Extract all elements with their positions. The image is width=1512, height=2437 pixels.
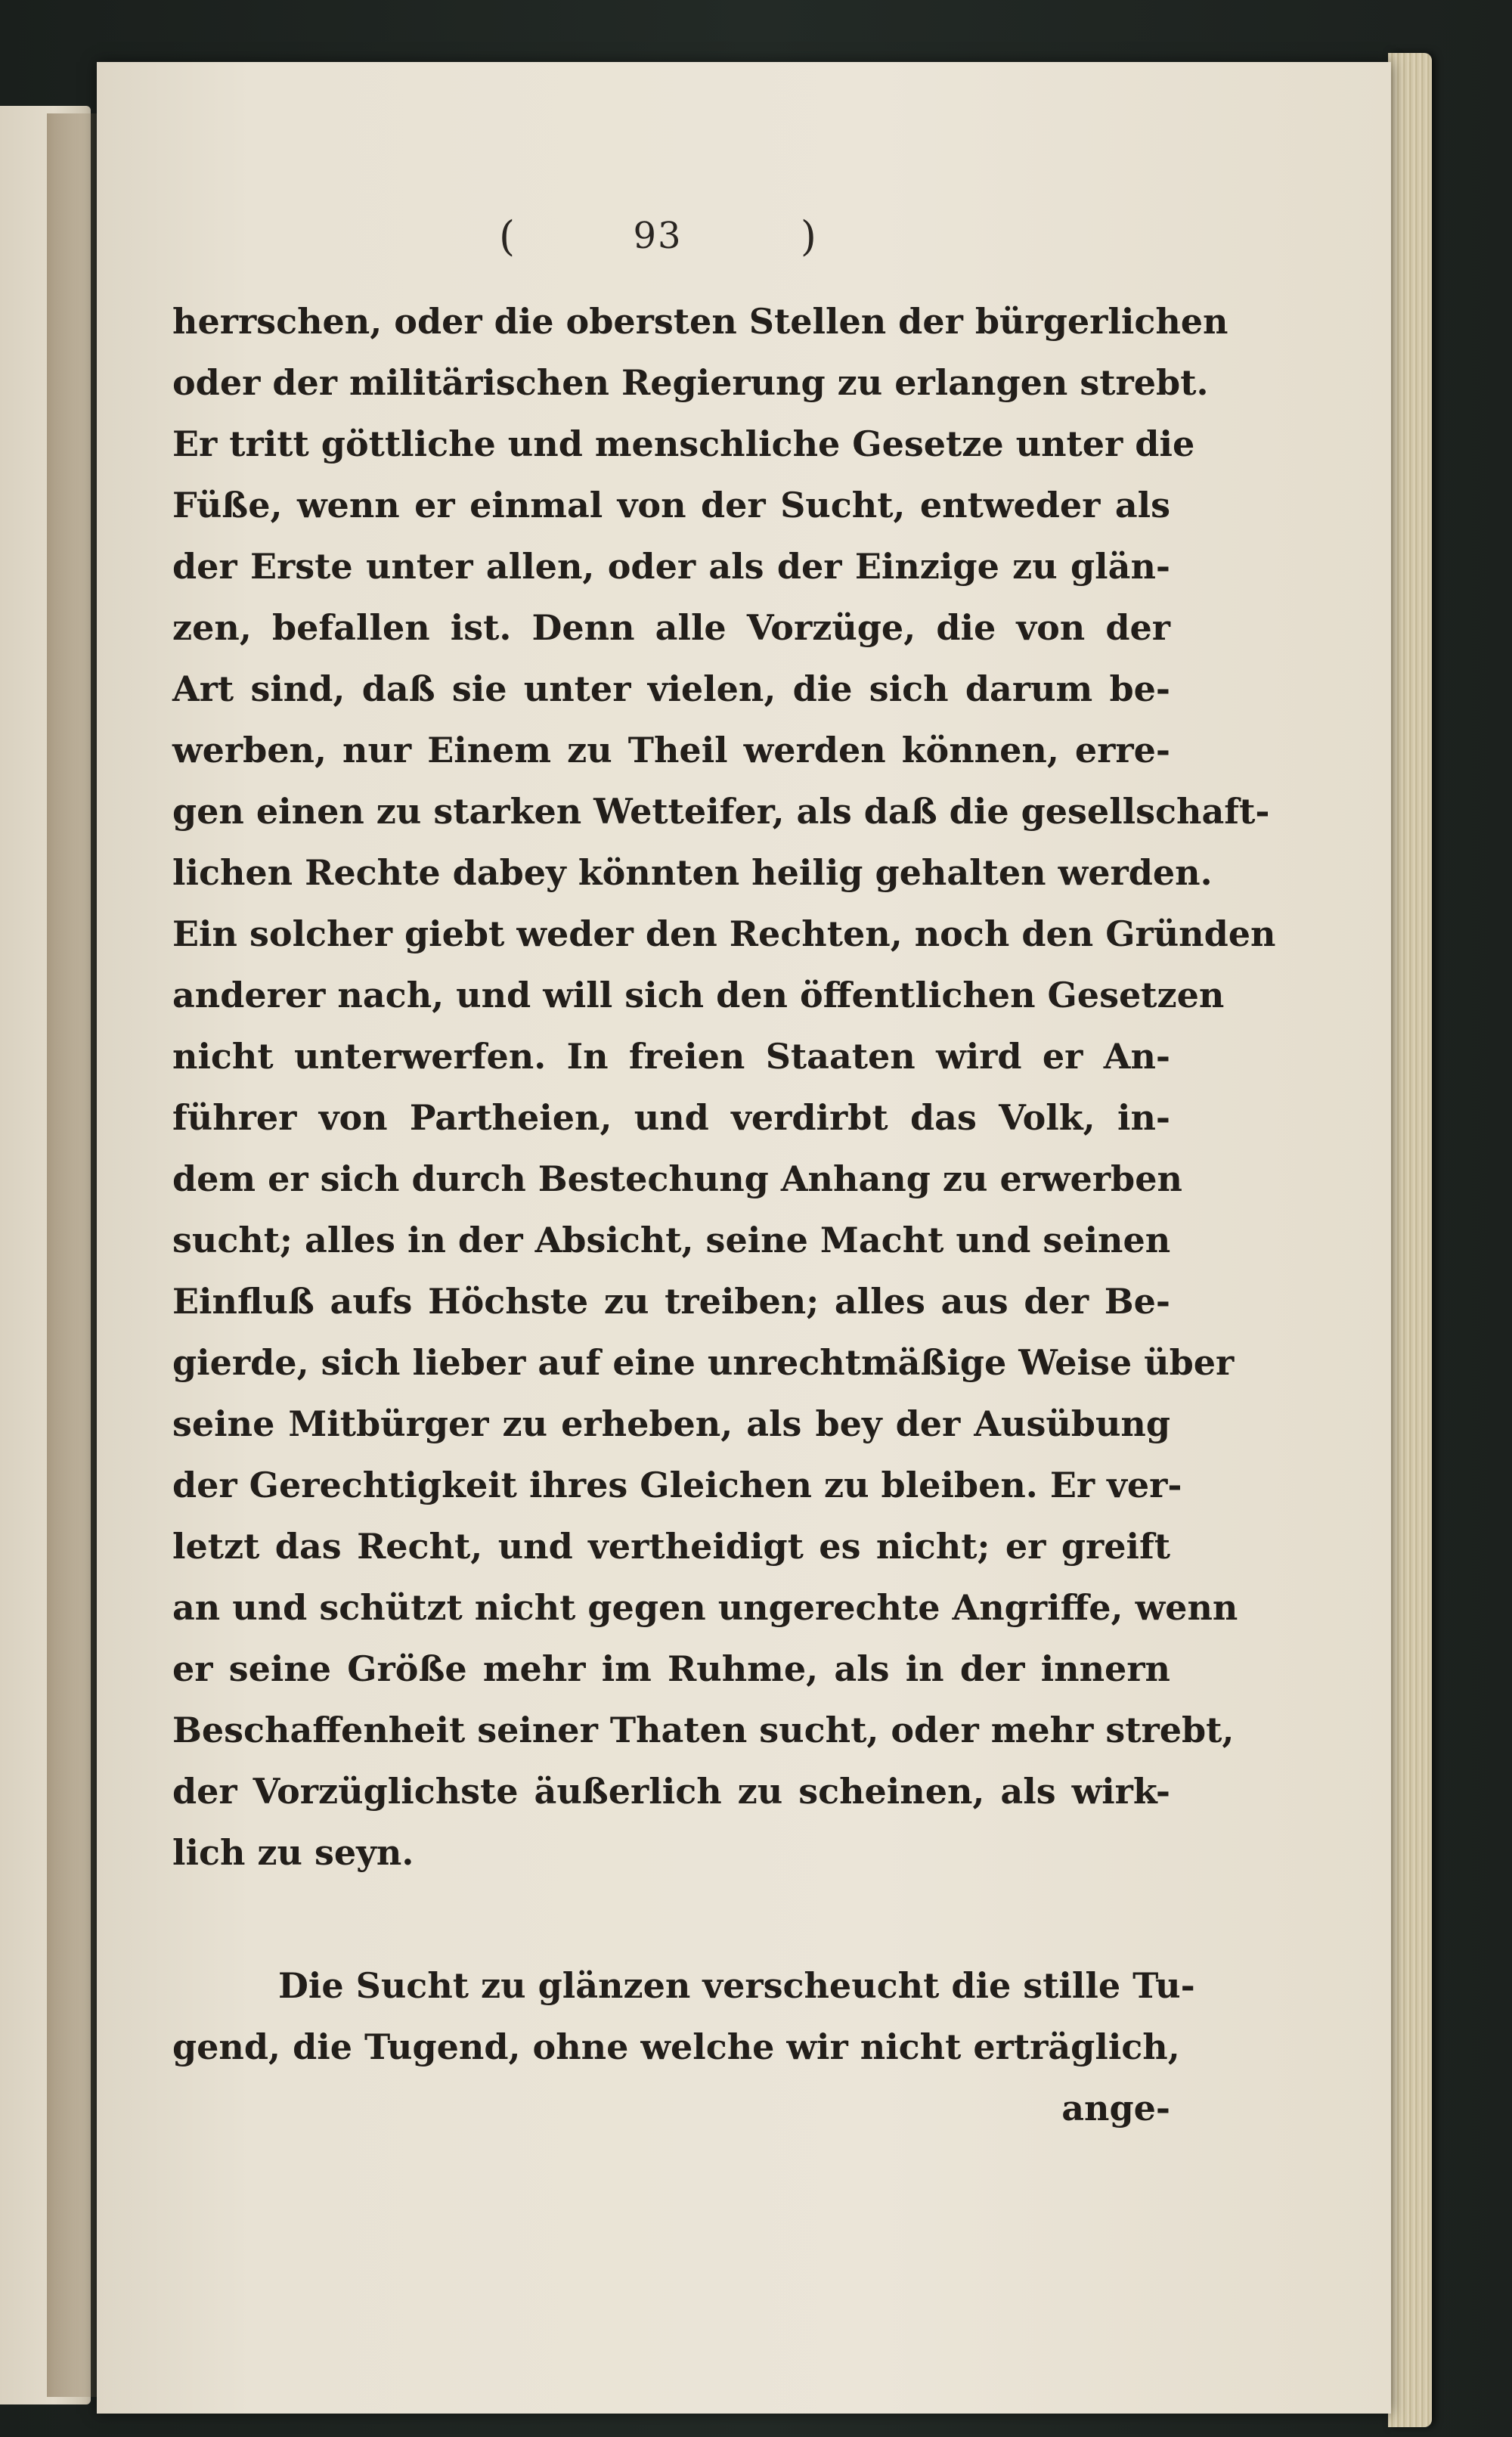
text-line: Die Sucht zu glänzen verscheucht die stille Tu- bbox=[278, 1965, 1195, 2006]
text-line: oder der militärischen Regierung zu erlangen strebt. bbox=[172, 362, 1209, 403]
catchword: ange- bbox=[1061, 2088, 1170, 2128]
text-line: anderer nach, und will sich den öffentlichen Gesetzen bbox=[172, 975, 1225, 1015]
text-line: dem er sich durch Bestechung Anhang zu erwerben bbox=[172, 1158, 1182, 1199]
text-line: Beschaffenheit seiner Thaten sucht, oder mehr strebt, bbox=[172, 1710, 1235, 1750]
text-line: Ein solcher giebt weder den Rechten, noch den Gründen bbox=[172, 913, 1276, 954]
paragraph-gap bbox=[172, 1884, 1170, 1955]
text-line: der Vorzüglichste äußerlich zu scheinen, als wirk- bbox=[172, 1771, 1170, 1812]
page-number: 93 bbox=[633, 215, 683, 257]
book-fore-edge bbox=[1388, 53, 1432, 2427]
page-header bbox=[499, 206, 816, 266]
paren-open: ( bbox=[499, 212, 516, 260]
text-line: gend, die Tugend, ohne welche wir nicht erträglich, bbox=[172, 2026, 1180, 2067]
book-gutter bbox=[47, 113, 100, 2397]
text-line: lich zu seyn. bbox=[172, 1832, 414, 1873]
text-line: an und schützt nicht gegen ungerechte Angriffe, wenn bbox=[172, 1587, 1238, 1628]
text-line: gierde, sich lieber auf eine unrechtmäßige Weise über bbox=[172, 1342, 1235, 1383]
text-line: nicht unterwerfen. In freien Staaten wird er An- bbox=[172, 1036, 1170, 1077]
text-line: der Gerechtigkeit ihres Gleichen zu bleiben. Er ver- bbox=[172, 1465, 1182, 1505]
text-line: führer von Partheien, und verdirbt das Volk, in- bbox=[172, 1097, 1170, 1138]
text-line: lichen Rechte dabey könnten heilig gehalten werden. bbox=[172, 852, 1213, 893]
text-line: er seine Größe mehr im Ruhme, als in der innern bbox=[172, 1648, 1170, 1689]
text-line: herrschen, oder die obersten Stellen der bürgerlichen bbox=[172, 301, 1228, 342]
paragraph-1 bbox=[172, 291, 1276, 1884]
text-line: Füße, wenn er einmal von der Sucht, entweder als bbox=[172, 485, 1170, 526]
text-line: Einfluß aufs Höchste zu treiben; alles aus der Be- bbox=[172, 1281, 1170, 1322]
text-line: der Erste unter allen, oder als der Einzige zu glän- bbox=[172, 546, 1170, 587]
text-line: Er tritt göttliche und menschliche Gesetze unter die bbox=[172, 423, 1195, 464]
text-line: zen, befallen ist. Denn alle Vorzüge, die von der bbox=[172, 607, 1170, 648]
text-line: werben, nur Einem zu Theil werden können, erre- bbox=[172, 730, 1170, 770]
text-line: letzt das Recht, und vertheidigt es nicht; er greift bbox=[172, 1526, 1170, 1567]
paragraph-2 bbox=[172, 1955, 1195, 2078]
text-line: gen einen zu starken Wetteifer, als daß die gesellschaft- bbox=[172, 791, 1270, 832]
paren-close: ) bbox=[800, 212, 816, 260]
text-line: seine Mitbürger zu erheben, als bey der Ausübung bbox=[172, 1403, 1170, 1444]
text-line: Art sind, daß sie unter vielen, die sich darum be- bbox=[172, 668, 1170, 709]
page-body bbox=[172, 291, 1276, 2139]
text-line: sucht; alles in der Absicht, seine Macht und seinen bbox=[172, 1220, 1171, 1260]
